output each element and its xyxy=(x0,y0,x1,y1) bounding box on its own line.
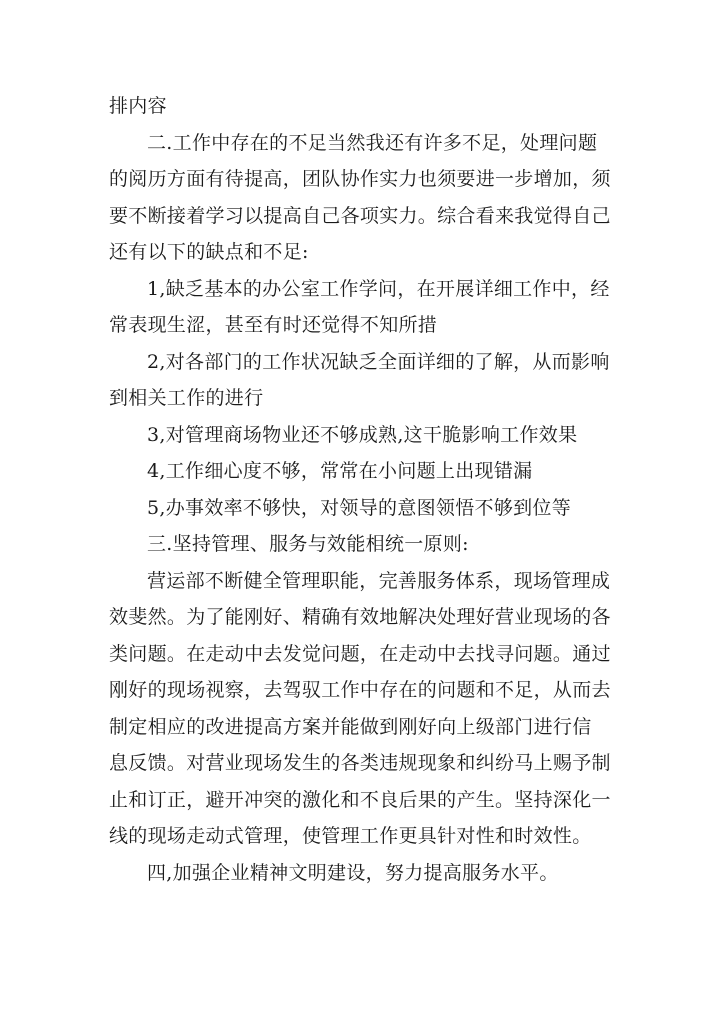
text-line: 还有以下的缺点和不足: xyxy=(109,241,309,263)
section-heading-line: 四,加强企业精神文明建设，努力提高服务水平。 xyxy=(147,861,559,884)
text-line: 的阅历方面有待提高，团队协作实力也须要进一步增加，须 xyxy=(109,168,611,190)
text-line: 息反馈。对营业现场发生的各类违规现象和纠纷马上赐予制 xyxy=(109,752,611,774)
text-line: 线的现场走动式管理，使管理工作更具针对性和时效性。 xyxy=(109,825,592,847)
list-item-line: 4,工作细心度不够，常常在小问题上出现错漏 xyxy=(147,460,533,482)
text-line: 效斐然。为了能刚好、精确有效地解决处理好营业现场的各 xyxy=(109,606,611,628)
list-item-line: 3,对管理商场物业还不够成熟,这干脆影响工作效果 xyxy=(147,423,578,446)
text-line: 到相关工作的进行 xyxy=(109,387,264,409)
section-heading-line: 二.工作中存在的不足当然我还有许多不足，处理问题 xyxy=(147,131,598,154)
list-item-line: 5,办事效率不够快，对领导的意图领悟不够到位等 xyxy=(147,496,572,519)
list-item-line: 1,缺乏基本的办公室工作学问，在开展详细工作中，经 xyxy=(147,277,610,300)
text-line: 类问题。在走动中去发觉问题，在走动中去找寻问题。通过 xyxy=(109,642,611,665)
text-line: 止和订正，避开冲突的激化和不良后果的产生。坚持深化一 xyxy=(109,788,611,811)
text-line: 要不断接着学习以提高自己各项实力。综合看来我觉得自己 xyxy=(109,204,611,227)
list-item-line: 2,对各部门的工作状况缺乏全面详细的了解，从而影响 xyxy=(147,350,610,373)
text-line: 常表现生涩，甚至有时还觉得不知所措 xyxy=(109,314,438,336)
section-heading-line: 三.坚持管理、服务与效能相统一原则: xyxy=(147,533,469,555)
paragraph-start-line: 营运部不断健全管理职能，完善服务体系，现场管理成 xyxy=(147,569,611,592)
text-line: 制定相应的改进提高方案并能做到刚好向上级部门进行信 xyxy=(109,715,592,738)
text-line: 刚好的现场视察，去驾驭工作中存在的问题和不足，从而去 xyxy=(109,679,611,701)
text-line: 排内容 xyxy=(109,95,167,117)
document-page xyxy=(109,88,614,891)
